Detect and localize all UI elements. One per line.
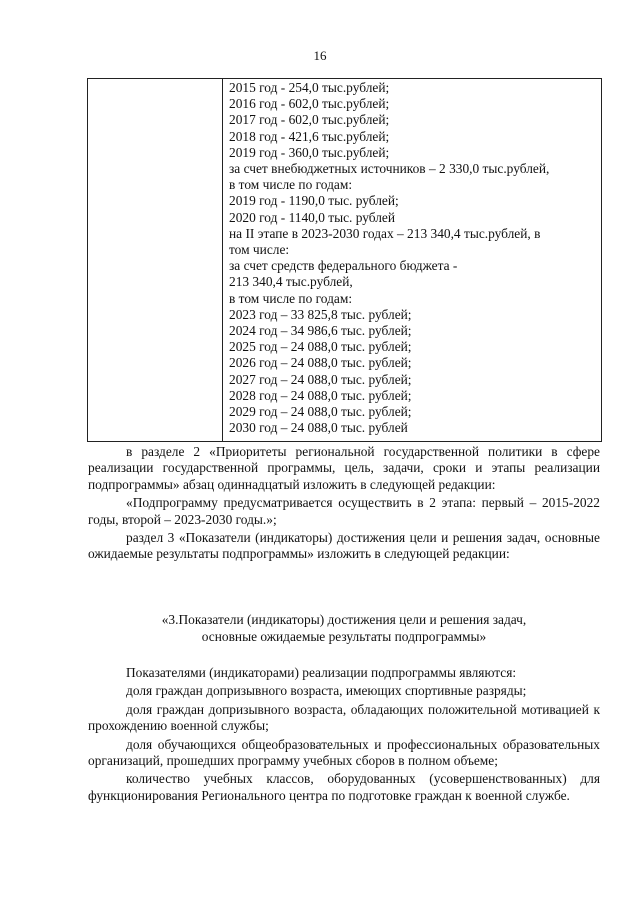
table-line: 2017 год - 602,0 тыс.рублей; — [229, 112, 390, 128]
table-line: 2023 год – 33 825,8 тыс. рублей; — [229, 306, 412, 322]
paragraph: «Подпрограмму предусматривается осуществить в 2 этапа: первый – 2015-2022 годы, второй – 2023-2030 годы.»; — [88, 495, 600, 527]
table-line: 2020 год - 1140,0 тыс. рублей — [229, 209, 396, 225]
table-line: 2030 год – 24 088,0 тыс. рублей — [229, 420, 408, 436]
table-line: том числе: — [229, 242, 290, 258]
table-line: в том числе по годам: — [229, 177, 353, 193]
table-line: за счет средств федерального бюджета - — [229, 258, 458, 274]
table-line: 2018 год - 421,6 тыс.рублей; — [229, 128, 390, 144]
paragraph: доля граждан допризывного возраста, имеющих спортивные разряды; — [126, 683, 527, 699]
financing-table — [87, 78, 602, 442]
amendment-text-top — [88, 444, 600, 565]
page-number: 16 — [313, 48, 327, 63]
table-line: в том числе по годам: — [229, 290, 353, 306]
table-line: за счет внебюджетных источников – 2 330,0 тыс.рублей, — [229, 161, 550, 177]
heading-line: основные ожидаемые результаты подпрограммы» — [201, 629, 487, 644]
indicators-text — [88, 665, 600, 806]
paragraph: в разделе 2 «Приоритеты региональной государственной политики в сфере реализации государственной программы, цель, задачи, сроки и этапы реализации подпрограммы» абзац одиннадцатый изложить в следующей редакции: — [88, 444, 600, 492]
table-line: 2029 год – 24 088,0 тыс. рублей; — [229, 404, 412, 420]
table-line: 2019 год - 360,0 тыс.рублей; — [229, 144, 390, 160]
heading-line: «3.Показатели (индикаторы) достижения цели и решения задач, — [161, 612, 527, 627]
table-line: 2019 год - 1190,0 тыс. рублей; — [229, 193, 399, 209]
table-line: 2026 год – 24 088,0 тыс. рублей; — [229, 355, 412, 371]
paragraph: раздел 3 «Показатели (индикаторы) достижения цели и решения задач, основные ожидаемые результаты подпрограммы» изложить в следующей редакции: — [88, 530, 600, 562]
table-line: на II этапе в 2023-2030 годах – 213 340,4 тыс.рублей, в — [229, 225, 541, 241]
table-line: 2028 год – 24 088,0 тыс. рублей; — [229, 387, 412, 403]
financing-cell — [229, 80, 595, 436]
section-heading — [88, 611, 600, 645]
table-line: 2024 год – 34 986,6 тыс. рублей; — [229, 323, 412, 339]
table-line: 2025 год – 24 088,0 тыс. рублей; — [229, 339, 412, 355]
paragraph: доля граждан допризывного возраста, обладающих положительной мотивацией к прохождению военной службы; — [88, 701, 600, 734]
table-line: 2015 год - 254,0 тыс.рублей; — [229, 80, 390, 95]
table-line: 213 340,4 тыс.рублей, — [229, 274, 353, 290]
paragraph: количество учебных классов, оборудованных (усовершенствованных) для функционирования Регионального центра по подготовке граждан к военной службе. — [88, 771, 600, 803]
table-column-divider — [222, 79, 223, 441]
paragraph: доля обучающихся общеобразовательных и профессиональных образовательных организаций, прошедших программу учебных сборов в полном объеме; — [88, 736, 600, 769]
table-line: 2016 год - 602,0 тыс.рублей; — [229, 96, 390, 112]
table-line: 2027 год – 24 088,0 тыс. рублей; — [229, 371, 412, 387]
paragraph: Показателями (индикаторами) реализации подпрограммы являются: — [126, 665, 517, 680]
